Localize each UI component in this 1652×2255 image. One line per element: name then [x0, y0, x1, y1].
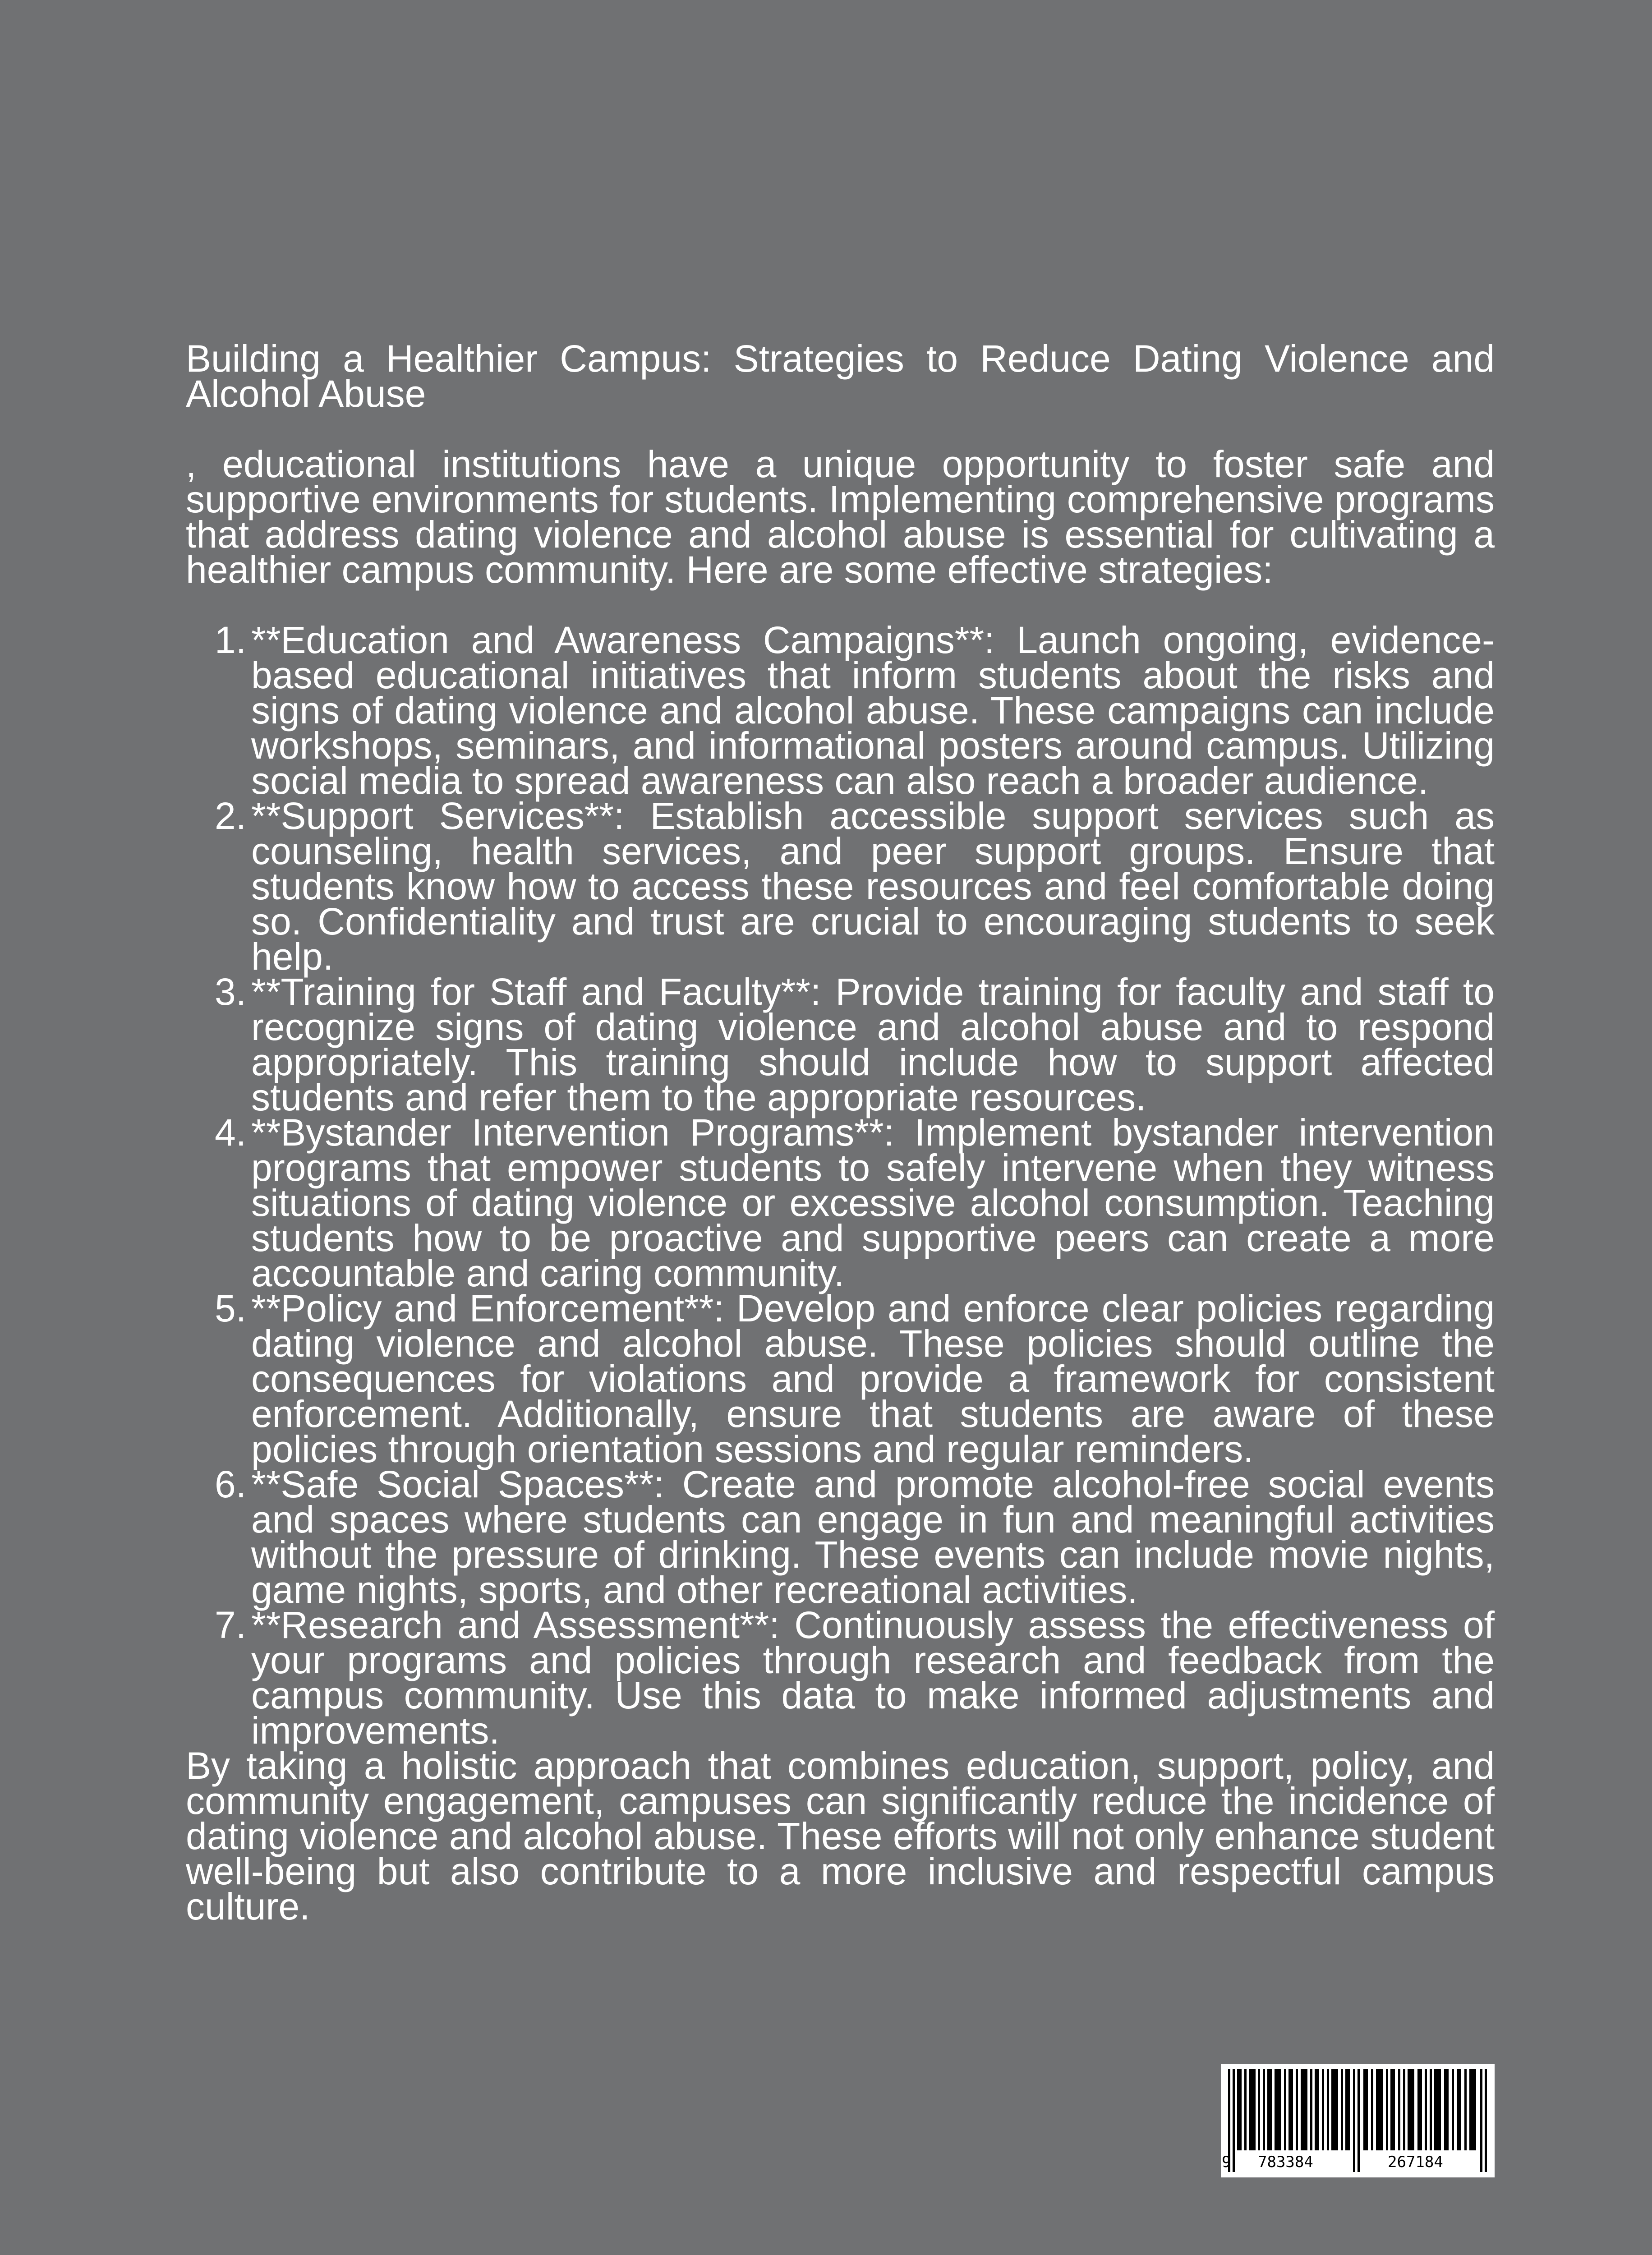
barcode-digit-first: 9 — [1222, 2153, 1231, 2171]
strategy-number: 2. — [215, 795, 247, 837]
strategy-item — [186, 1604, 1495, 1752]
strategy-number: 3. — [215, 971, 247, 1013]
strategy-text: **Safe Social Spaces**: Create and promote alcohol-free social events and spaces where students can engage in fun and meaningful activities without the pressure of drinking. These events can include movie nights, game nights, sports, and other recreational activities. — [251, 1463, 1495, 1611]
strategy-item — [186, 971, 1495, 1118]
book-title: Building a Healthier Campus: Strategies to Reduce Dating Violence and Alcohol Abuse — [186, 337, 1495, 415]
strategy-number: 4. — [215, 1111, 247, 1154]
back-cover-text — [186, 337, 1495, 1928]
strategy-item — [186, 619, 1495, 802]
strategy-item — [186, 1463, 1495, 1611]
strategy-text: **Training for Staff and Faculty**: Provide training for faculty and staff to recognize signs of dating violence and alcohol abuse and to respond appropriately. This training should include how to support affected students and refer them to the appropriate resources. — [251, 971, 1495, 1118]
strategy-text: **Bystander Intervention Programs**: Implement bystander intervention programs that empower students to safely intervene when they witness situations of dating violence or excessive alcohol consumption. Teaching students how to be proactive and supportive peers can create a more accountable and caring community. — [251, 1111, 1495, 1294]
intro-paragraph: , educational institutions have a unique opportunity to foster safe and supportive environments for students. Implementing comprehensive programs that address dating violence and alcohol abuse is essential for cultivating a healthier campus community. Here are some effective strategies: — [186, 443, 1495, 591]
barcode-digits-left: 783384 — [1258, 2153, 1313, 2171]
strategy-text: **Policy and Enforcement**: Develop and enforce clear policies regarding dating violence and alcohol abuse. These policies should outline the consequences for violations and provide a framework for consistent enforcement. Additionally, ensure that students are aware of these policies through orientation sessions and regular reminders. — [251, 1287, 1495, 1470]
strategy-text: **Support Services**: Establish accessible support services such as counseling, health services, and peer support groups. Ensure that students know how to access these resources and feel comfortable doing so. Confidentiality and trust are crucial to encouraging students to seek help. — [251, 795, 1495, 978]
strategy-number: 7. — [215, 1604, 247, 1646]
barcode-digits-right: 267184 — [1388, 2153, 1443, 2171]
strategy-list — [186, 619, 1495, 1752]
strategy-text: **Research and Assessment**: Continuously assess the effectiveness of your programs and policies through research and feedback from the campus community. Use this data to make informed adjustments and improvements. — [251, 1604, 1495, 1752]
closing-paragraph: By taking a holistic approach that combines education, support, policy, and community engagement, campuses can significantly reduce the incidence of dating violence and alcohol abuse. These efforts will not only enhance student well-being but also contribute to a more inclusive and respectful campus culture. — [186, 1744, 1495, 1928]
strategy-item — [186, 795, 1495, 978]
strategy-number: 1. — [215, 619, 247, 661]
strategy-item — [186, 1111, 1495, 1294]
barcode-digits — [1221, 2153, 1495, 2171]
isbn-barcode — [1221, 2064, 1495, 2177]
strategy-text: **Education and Awareness Campaigns**: Launch ongoing, evidence-based educational initiatives that inform students about the risks and signs of dating violence and alcohol abuse. These campaigns can include workshops, seminars, and informational posters around campus. Utilizing social media to spread awareness can also reach a broader audience. — [251, 619, 1495, 802]
strategy-item — [186, 1287, 1495, 1470]
strategy-number: 6. — [215, 1463, 247, 1505]
strategy-number: 5. — [215, 1287, 247, 1330]
